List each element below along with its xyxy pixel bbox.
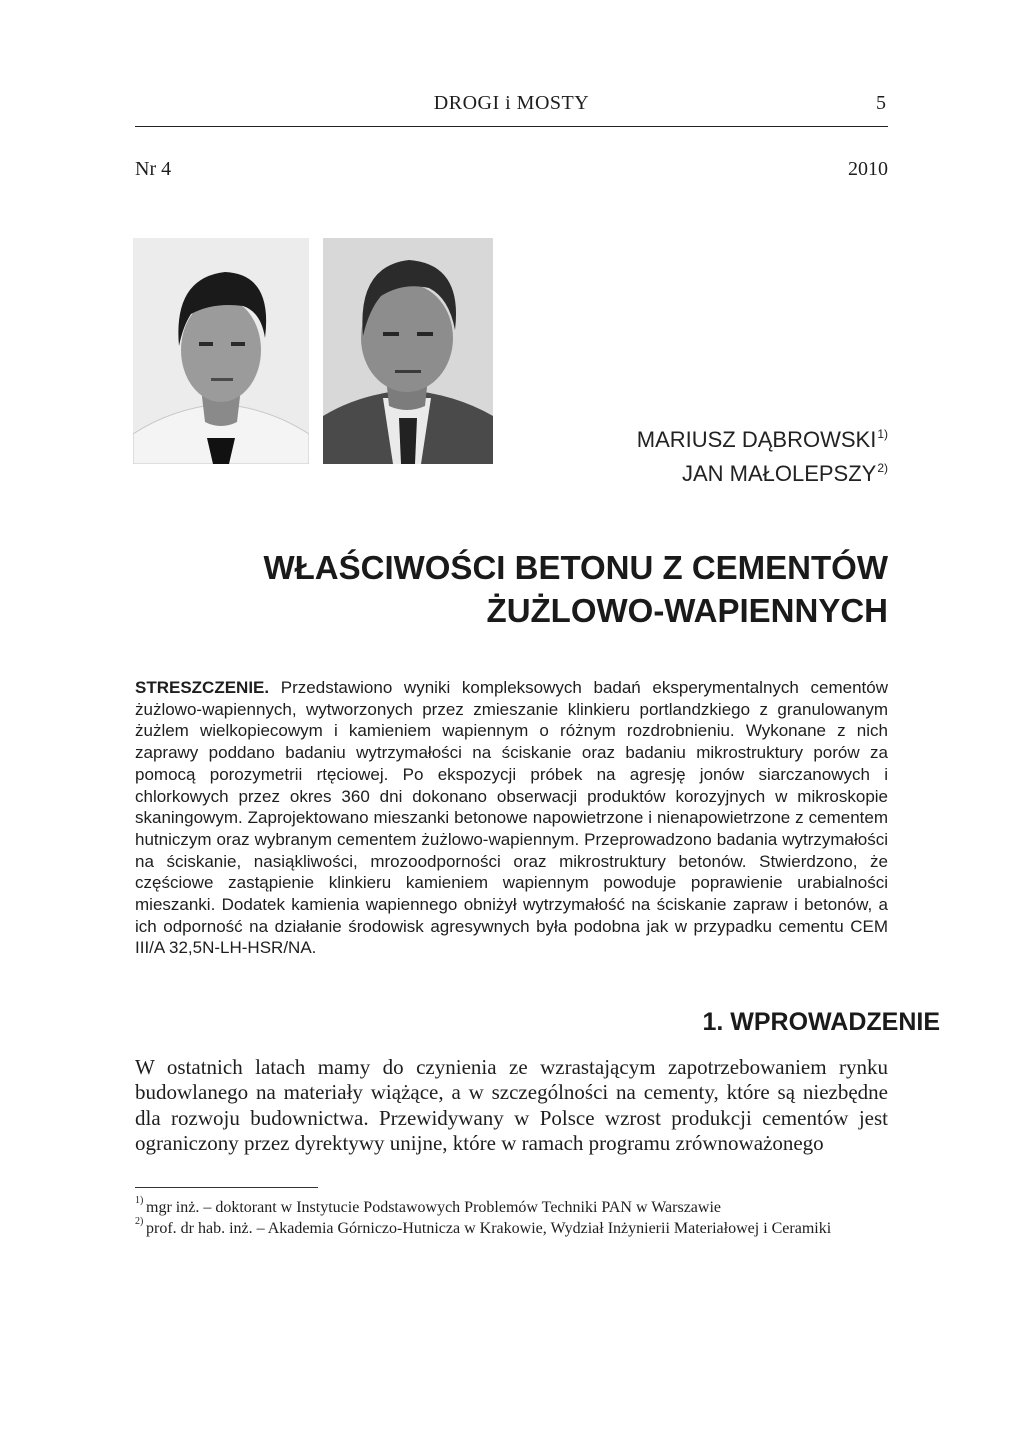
abstract [135, 677, 888, 959]
body-paragraph: W ostatnich latach mamy do czynienia ze wzrastającym zapotrzebowaniem rynku budowlanego na materiały wiążące, a w szczególności na cementy, które są niezbędne dla rozwoju budownictwa. Przewidywany w Polsce wzrost produkcji cementów jest ograniczony przez dyrektywy unijne, które w ramach programu zrównoważonego [135, 1055, 888, 1155]
abstract-label: STRESZCZENIE. [135, 678, 270, 697]
article-title [128, 546, 888, 632]
author-portrait-icon [133, 238, 309, 464]
author-1 [637, 420, 888, 454]
footnote-divider [135, 1187, 318, 1188]
author-portrait-icon [323, 238, 493, 464]
footnote-2 [135, 1218, 888, 1239]
author-photo-1 [133, 238, 309, 464]
footnote-mark: 2) [135, 1216, 144, 1227]
issue-year: 2010 [848, 158, 888, 180]
title-line-2: ŻUŻLOWO-WAPIENNYCH [486, 592, 888, 629]
abstract-text: Przedstawiono wyniki kompleksowych badań eksperymentalnych cementów żużlowo-wapiennych, wytworzonych przez zmieszanie klinkieru portlandzkiego z granulowanym żużlem wielkopiecowym i kamieniem wapiennym o różnym rozdrobnieniu. Wykonane z nich zaprawy poddano badaniu wytrzymałości na ściskanie oraz badaniu mikrostruktury porów za pomocą porozymetrii rtęciowej. Po ekspozycji próbek na agresję jonów siarczanowych i chlorkowych przez okres 360 dni dokonano obserwacji produktów korozyjnych w mikroskopie skaningowym. Zaprojektowano mieszanki betonowe napowietrzone i nienapowietrzone z cementem hutniczym oraz wybranym cementem żużlowo-wapiennym. Przeprowadzono badania wytrzymałości na ściskanie, nasiąkliwości, mrozoodporności oraz mikrostruktury betonów. Stwierdzono, że częściowe zastąpienie klinkieru kamieniem wapiennym powoduje poprawienie urabialności mieszanki. Dodatek kamienia wapiennego obniżył wytrzymałość na ściskanie zapraw i betonów, a ich odporność na działanie środowisk agresywnych była podobna jak w przypadku cementu CEM III/A 32,5N-LH-HSR/NA. [135, 678, 888, 958]
issue-number: Nr 4 [135, 158, 172, 180]
footnotes [135, 1197, 888, 1239]
running-header [135, 92, 888, 127]
section-heading: 1. WPROWADZENIE [702, 1008, 940, 1036]
footnote-text: prof. dr hab. inż. – Akademia Górniczo-Hutnicza w Krakowie, Wydział Inżynierii Materiałowej i Ceramiki [146, 1220, 832, 1237]
footnote-mark: 1) [877, 427, 888, 441]
author-name: JAN MAŁOLEPSZY [681, 461, 877, 486]
author-name: MARIUSZ DĄBROWSKI [636, 427, 877, 452]
journal-name: DROGI i MOSTY [433, 92, 590, 114]
footnote-mark: 2) [877, 461, 888, 475]
footnote-1 [135, 1197, 888, 1218]
title-line-1: WŁAŚCIWOŚCI BETONU Z CEMENTÓW [263, 549, 888, 586]
footnote-text: mgr inż. – doktorant w Instytucie Podstawowych Problemów Techniki PAN w Warszawie [146, 1199, 721, 1216]
author-2 [637, 454, 888, 488]
author-photo-2 [323, 238, 493, 464]
footnote-mark: 1) [135, 1195, 144, 1206]
page-number: 5 [876, 92, 886, 114]
authors [637, 420, 888, 488]
